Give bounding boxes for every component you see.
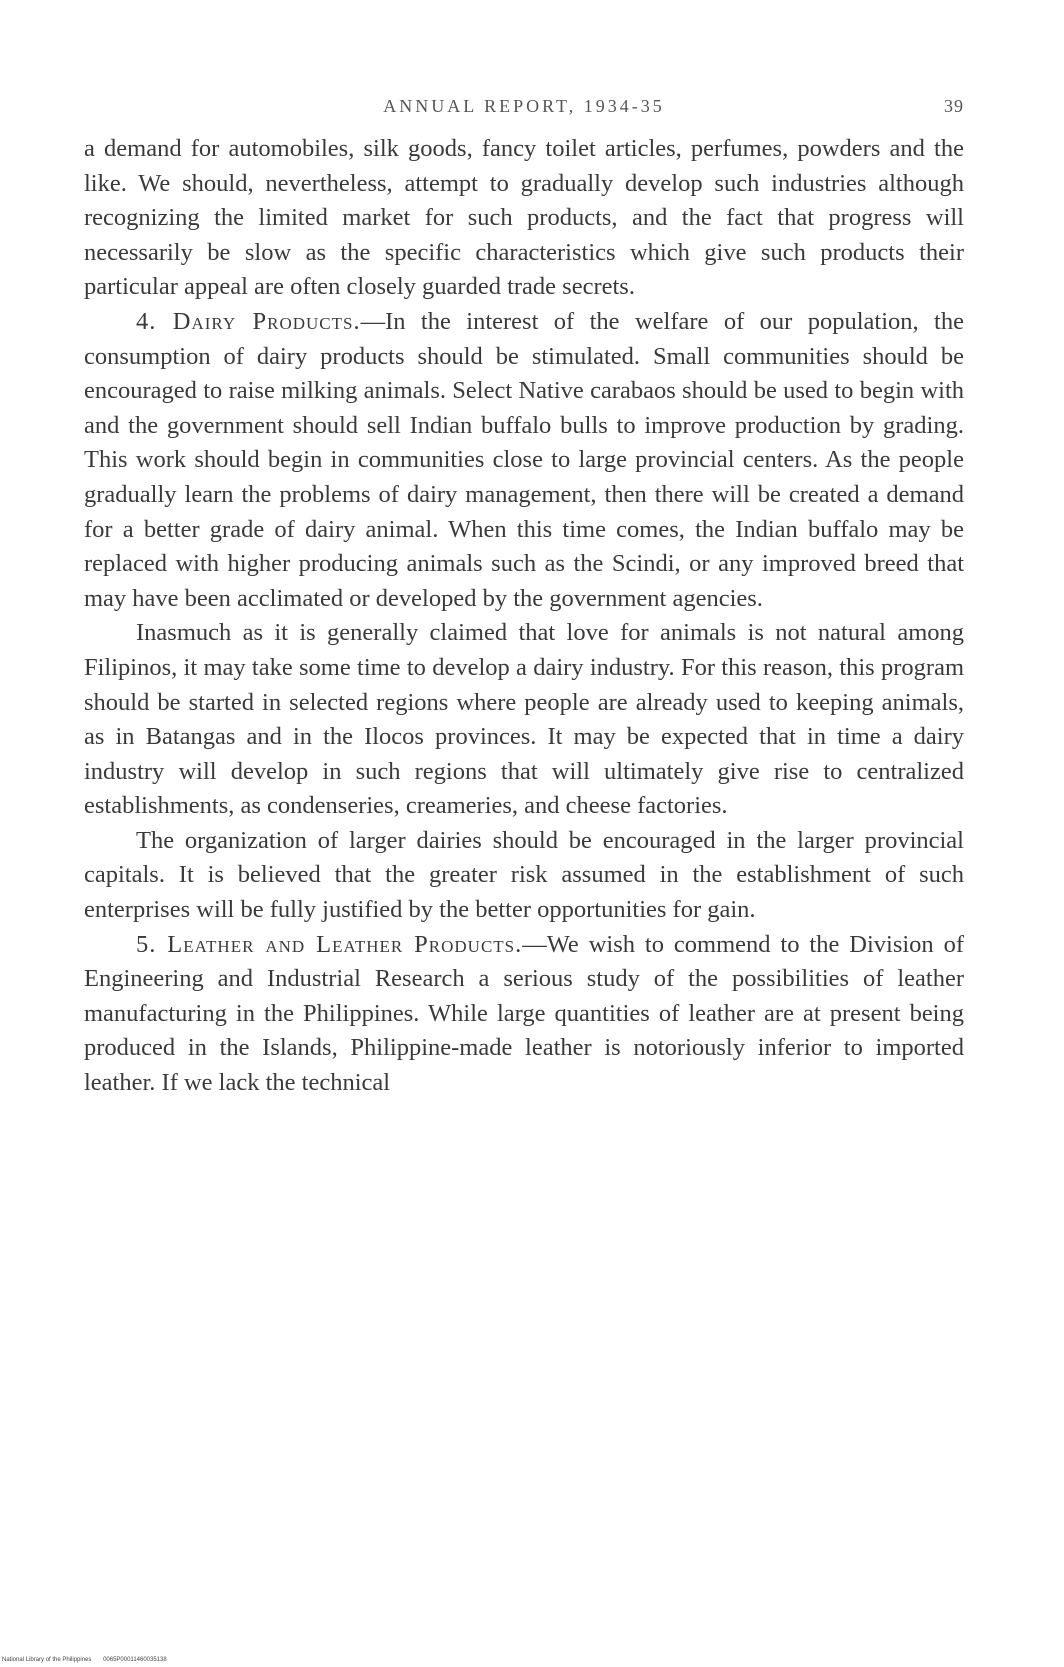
archive-code: 0065P00011460035138	[103, 1657, 167, 1663]
page-header	[84, 96, 964, 132]
paragraph-continuation: a demand for automobiles, silk goods, fancy toilet articles, perfumes, powders and the like. We should, nevertheless, attempt to gradually develop such industries although recognizing the limited market for such products, and the fact that progress will necessarily be slow as the specific characteristics which give such products their particular appeal are often closely guarded trade secrets.	[84, 135, 964, 301]
body-text	[84, 132, 964, 1101]
section-heading-leather-products: 5. Leather and Leather Products.	[136, 930, 523, 958]
page-number: 39	[944, 96, 964, 116]
paragraph-dairy-industry: Inasmuch as it is generally claimed that love for animals is not natural among Filipinos, it may take some time to develop a dairy industry. For this reason, this program should be started in selected regions where people are already used to keeping animals, as in Batangas and in the Ilocos provinces. It may be expected that in time a dairy industry will develop in such regions that will ultimately give rise to centralized establishments, as condenseries, creameries, and cheese factories.	[84, 619, 964, 820]
archive-stamp	[2, 1657, 167, 1663]
paragraph-leather-products	[84, 928, 964, 1101]
archive-library: National Library of the Philippines	[2, 1657, 92, 1663]
paragraph-larger-dairies: The organization of larger dairies should be encouraged in the larger provincial capitals. It is believed that the greater risk assumed in the establishment of such enterprises will be fully justified by the better opportunities for gain.	[84, 826, 964, 924]
running-head: ANNUAL REPORT, 1934-35	[383, 96, 665, 116]
paragraph-dairy-products	[84, 305, 964, 616]
paragraph-leather-products-body: —We wish to commend to the Division of Engineering and Industrial Research a serious study of the possibilities of leather manufacturing in the Philippines. While large quantities of leather are at present being produced in the Islands, Philippine-made leather is notoriously inferior to imported leather. If we lack the technical	[84, 930, 964, 1097]
section-heading-dairy-products: 4. Dairy Products.	[136, 307, 361, 335]
page-content	[84, 96, 964, 1101]
paragraph-dairy-products-body: —In the interest of the welfare of our population, the consumption of dairy products should be stimulated. Small communities should be encouraged to raise milking animals. Select Native carabaos should be used to begin with and the government should sell Indian buffalo bulls to improve production by grading. This work should begin in communities close to large provincial centers. As the people gradually learn the problems of dairy management, then there will be created a demand for a better grade of dairy animal. When this time comes, the Indian buffalo may be replaced with higher producing animals such as the Scindi, or any improved breed that may have been acclimated or developed by the government agencies.	[84, 307, 964, 612]
